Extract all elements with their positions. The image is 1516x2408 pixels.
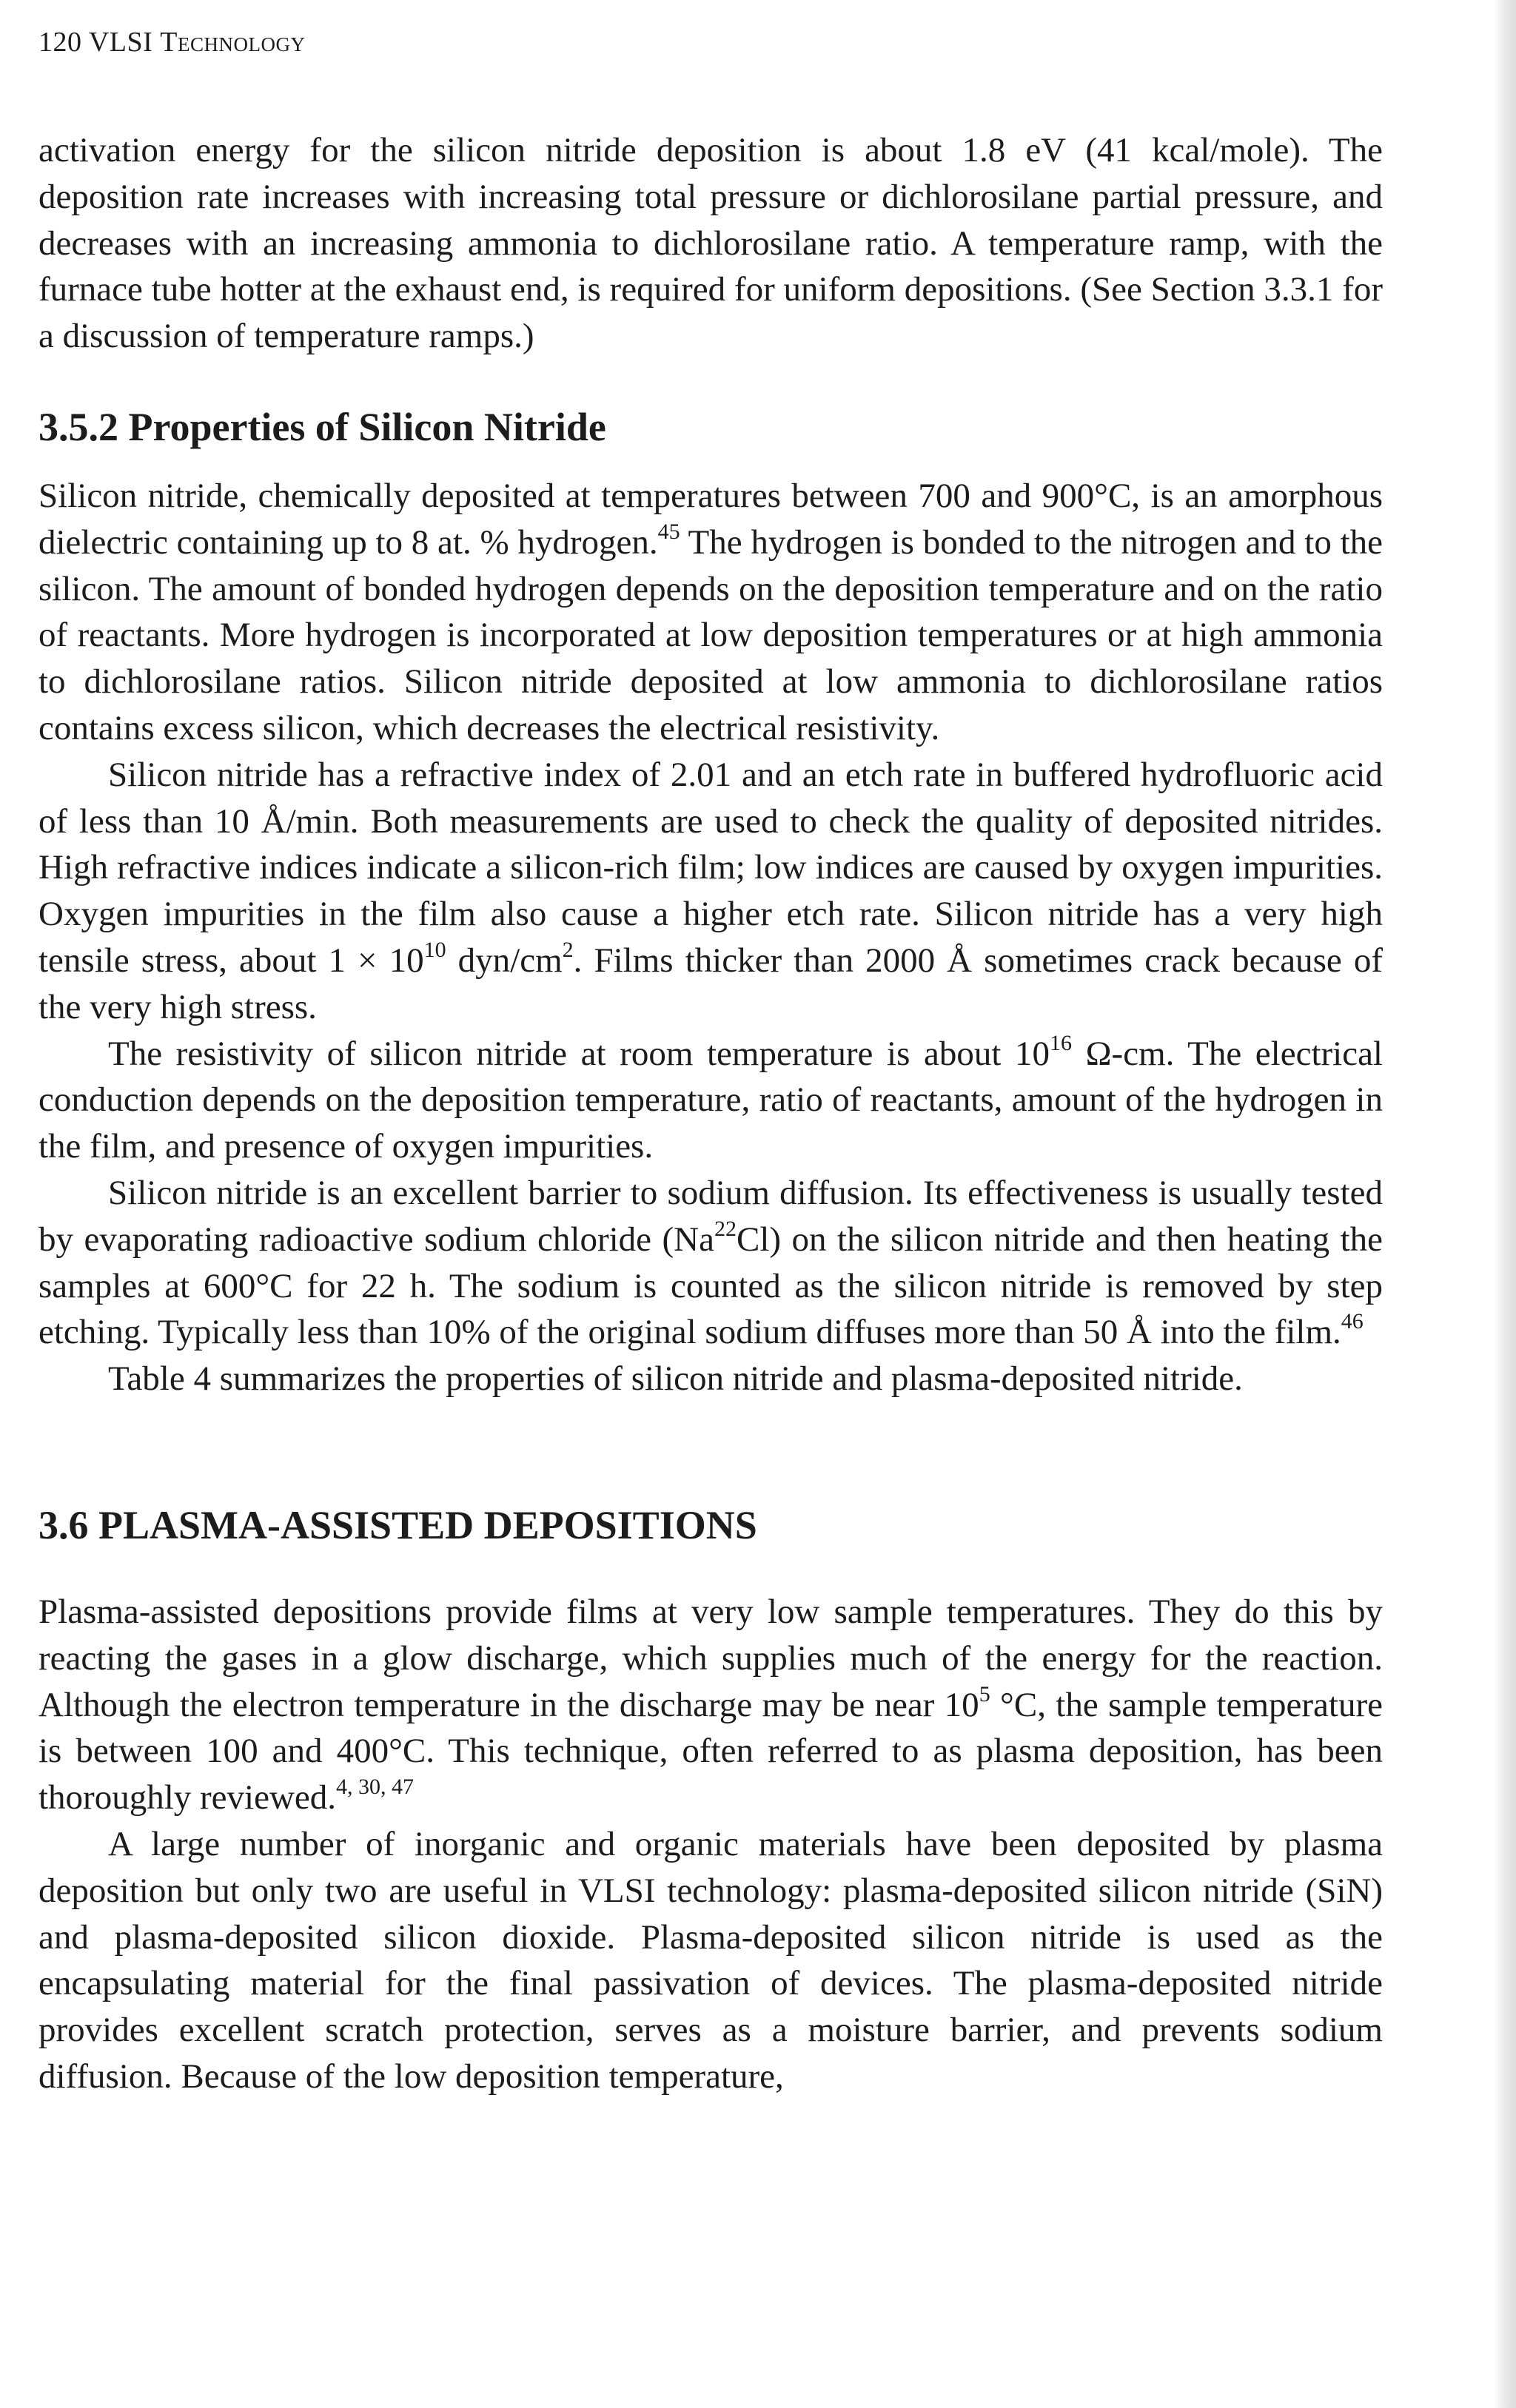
- paragraph-sodium-barrier: Silicon nitride is an excellent barrier to sodium diffusion. Its effectiveness is usually tested by evaporating radioactive sodium chloride (Na$^{22}$Cl) on the silicon nitride and then heating the samples at 600°C for 22 h. The sodium is counted as the silicon nitride is removed by step etching. Typically less than 10% of the original sodium diffuses more than 50 Å into the film.$^{46}$: [38, 1173, 1383, 1352]
- paragraph-refractive-index: Silicon nitride has a refractive index of 2.01 and an etch rate in buffered hydrofluoric acid of less than 10 Å/min. Both measurements are used to check the quality of deposited nitrides. High refractive indices indicate a silicon-rich film; low indices are caused by oxygen impurities. Oxygen impurities in the film also cause a higher etch rate. Silicon nitride has a very high tensile stress, about $1 \times 10^{10}$ dyn/$cm^2$. Films thicker than 2000 Å sometimes crack because of the very high stress.: [38, 755, 1383, 1026]
- paragraph-activation-energy: activation energy for the silicon nitride deposition is about 1.8 eV (41 kcal/mole). The deposition rate increases with increasing total pressure or dichlorosilane partial pressure, and decreases with an increasing ammonia to dichlorosilane ratio. A temperature ramp, with the furnace tube hotter at the exhaust end, is required for uniform depositions. (See Section 3.3.1 for a discussion of temperature ramps.): [38, 131, 1383, 356]
- section-number: 3.6: [38, 1502, 89, 1547]
- paragraph-nitride-composition: Silicon nitride, chemically deposited at temperatures between 700 and 900°C, is an amorphous dielectric containing up to 8 at. % hydrogen.$^{45}$ The hydrogen is bonded to the nitrogen and to the silicon. The amount of bonded hydrogen depends on the deposition temperature and on the ratio of reactants. More hydrogen is incorporated at low deposition temperatures or at high ammonia to dichlorosilane ratios. Silicon nitride deposited at low ammonia to dichlorosilane ratios contains excess silicon, which decreases the electrical resistivity.: [38, 476, 1383, 747]
- exponent-2: 2: [562, 937, 574, 962]
- paragraph-plasma-intro: Plasma-assisted depositions provide films at very low sample temperatures. They do this by reacting the gases in a glow discharge, which supplies much of the energy for the reaction. Although the electron temperature in the discharge may be near $10^5$ °C, the sample temperature is between 100 and 400°C. This technique, often referred to as plasma deposition, has been thoroughly reviewed.$^{4, 30, 47}$: [38, 1592, 1383, 1817]
- page-edge-shadow: [1494, 0, 1516, 2408]
- section-title: PLASMA-ASSISTED DEPOSITIONS: [98, 1502, 757, 1547]
- paragraph-resistivity: The resistivity of silicon nitride at room temperature is about $10^{16}$ Ω-cm. The electrical conduction depends on the deposition temperature, ratio of reactants, amount of the hydrogen in the film, and presence of oxygen impurities.: [38, 1030, 1383, 1166]
- reference-45: 45: [657, 519, 680, 544]
- references-4-30-47: 4, 30, 47: [336, 1775, 415, 1800]
- section-heading: [38, 1501, 1383, 1549]
- subsection-heading: [38, 403, 1383, 451]
- isotope-22: 22: [714, 1216, 737, 1241]
- page-number: 120: [38, 27, 82, 58]
- paragraph-plasma-materials: A large number of inorganic and organic materials have been deposited by plasma deposition but only two are useful in VLSI technology: plasma-deposited silicon nitride (SiN) and plasma-deposited silicon dioxide. Plasma-deposited silicon nitride is used as the encapsulating material for the final passivation of devices. The plasma-deposited nitride provides excellent scratch protection, serves as a moisture barrier, and prevents sodium diffusion. Because of the low deposition temperature,: [38, 1824, 1383, 2096]
- exponent-16: 16: [1050, 1030, 1073, 1055]
- subsection-title: Properties of Silicon Nitride: [128, 404, 606, 449]
- reference-46: 46: [1341, 1309, 1364, 1334]
- paragraph-table-summary: Table 4 summarizes the properties of silicon nitride and plasma-deposited nitride.: [108, 1359, 1243, 1399]
- subsection-number: 3.5.2: [38, 404, 118, 449]
- running-head: [38, 25, 1383, 59]
- exponent-5: 5: [979, 1681, 990, 1706]
- book-title-rest: Technology: [160, 27, 306, 58]
- book-title-prefix: VLSI: [88, 27, 153, 58]
- book-page: [38, 25, 1383, 2100]
- exponent-10: 10: [423, 937, 446, 962]
